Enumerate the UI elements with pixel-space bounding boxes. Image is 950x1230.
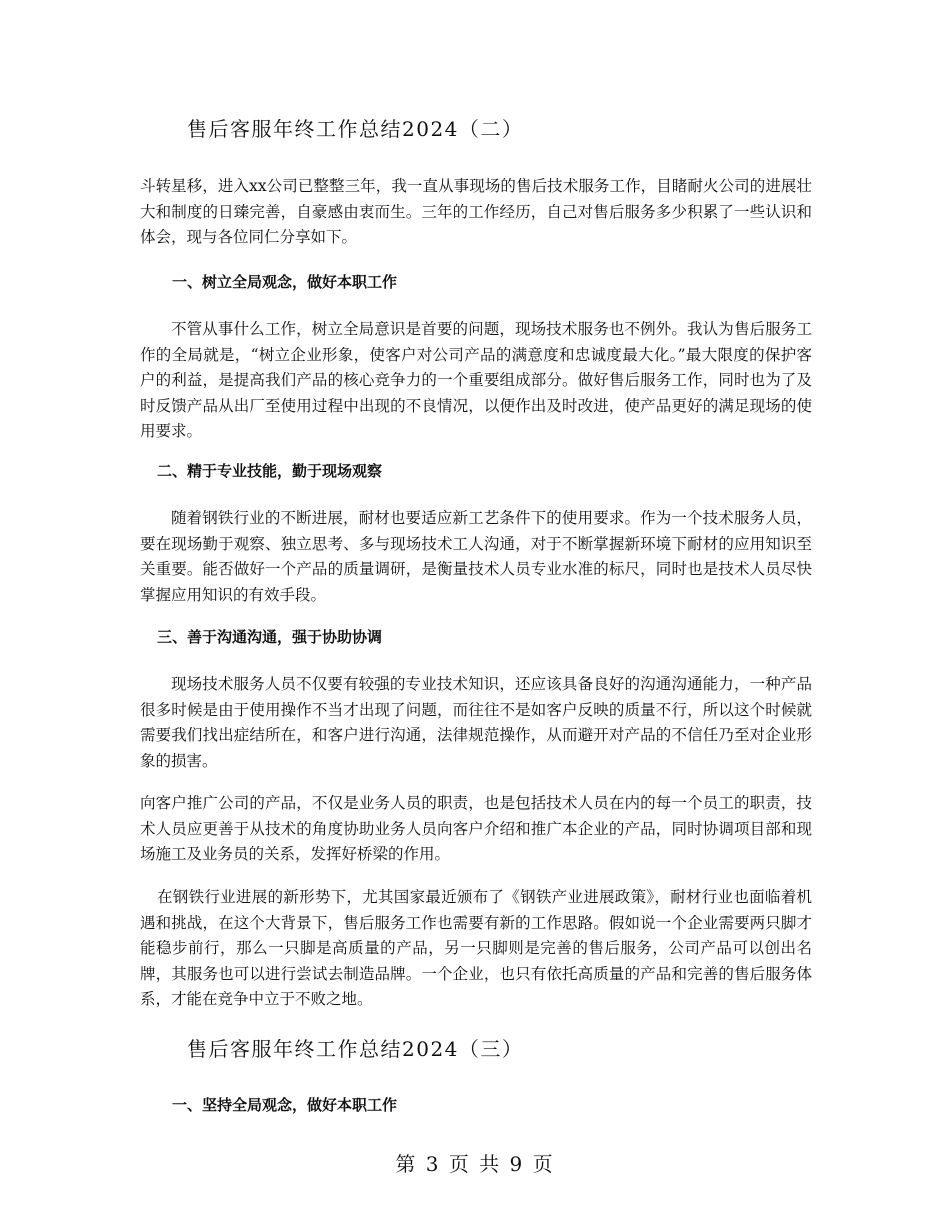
section3-heading-1: 一、坚持全局观念，做好本职工作: [172, 1096, 398, 1114]
page-number-footer: 第 3 页 共 9 页: [395, 1152, 555, 1176]
section2-heading-2: 二、精于专业技能，勤于现场观察: [157, 462, 383, 480]
section2-heading-3: 三、善于沟通沟通，强于协助协调: [157, 628, 383, 646]
section2-paragraph-3: 现场技术服务人员不仅要有较强的专业技术知识，还应该具备良好的沟通沟通能力，一种产品很多时候是由于使用操作不当才出现了问题，而往往不是如客户反映的质量不行，所以这个时候就需要我们找出症结所在，和客户进行沟通，法律规范操作，从而避开对产品的不信任乃至对企业形象的损害。: [140, 675, 812, 770]
section2-heading-1: 一、树立全局观念，做好本职工作: [172, 273, 398, 291]
section2-paragraph-5: 在钢铁行业进展的新形势下，尤其国家最近颁布了《钢铁产业进展政策》，耐材行业也面临着机遇和挑战，在这个大背景下，售后服务工作也需要有新的工作思路。假如说一个企业需要两只脚才能稳步前行，那么一只脚是高质量的产品，另一只脚则是完善的售后服务，公司产品可以创出名牌，其服务也可以进行尝试去制造品牌。一个企业，也只有依托高质量的产品和完善的售后服务体系，才能在竞争中立于不败之地。: [140, 888, 812, 1008]
section2-paragraph-4: 向客户推广公司的产品，不仅是业务人员的职责，也是包括技术人员在内的每一个员工的职责，技术人员应更善于从技术的角度协助业务人员向客户介绍和推广本企业的产品，同时协调项目部和现场施工及业务员的关系，发挥好桥梁的作用。: [140, 794, 812, 863]
section3-title: 售后客服年终工作总结2024（三）: [187, 1037, 524, 1061]
section2-paragraph-2: 随着钢铁行业的不断进展，耐材也要适应新工艺条件下的使用要求。作为一个技术服务人员，要在现场勤于观察、独立思考、多与现场技术工人沟通，对于不断掌握新环境下耐材的应用知识至关重要。能否做好一个产品的质量调研，是衡量技术人员专业水准的标尺，同时也是技术人员尽快掌握应用知识的有效手段。: [140, 509, 812, 604]
section2-paragraph-1: 不管从事什么工作，树立全局意识是首要的问题，现场技术服务也不例外。我认为售后服务工作的全局就是，“树立企业形象，使客户对公司产品的满意度和忠诚度最大化。”最大限度的保护客户的利益，是提高我们产品的核心竞争力的一个重要组成部分。做好售后服务工作，同时也为了及时反馈产品从出厂至使用过程中出现的不良情况，以便作出及时改进，使产品更好的满足现场的使用要求。: [140, 320, 812, 440]
section2-intro-paragraph: 斗转星移，进入xx公司已整整三年，我一直从事现场的售后技术服务工作，目睹耐火公司的进展壮大和制度的日臻完善，自豪感由衷而生。三年的工作经历，自己对售后服务多少积累了一些认识和体会，现与各位同仁分享如下。: [140, 177, 812, 246]
section2-title: 售后客服年终工作总结2024（二）: [187, 117, 524, 141]
